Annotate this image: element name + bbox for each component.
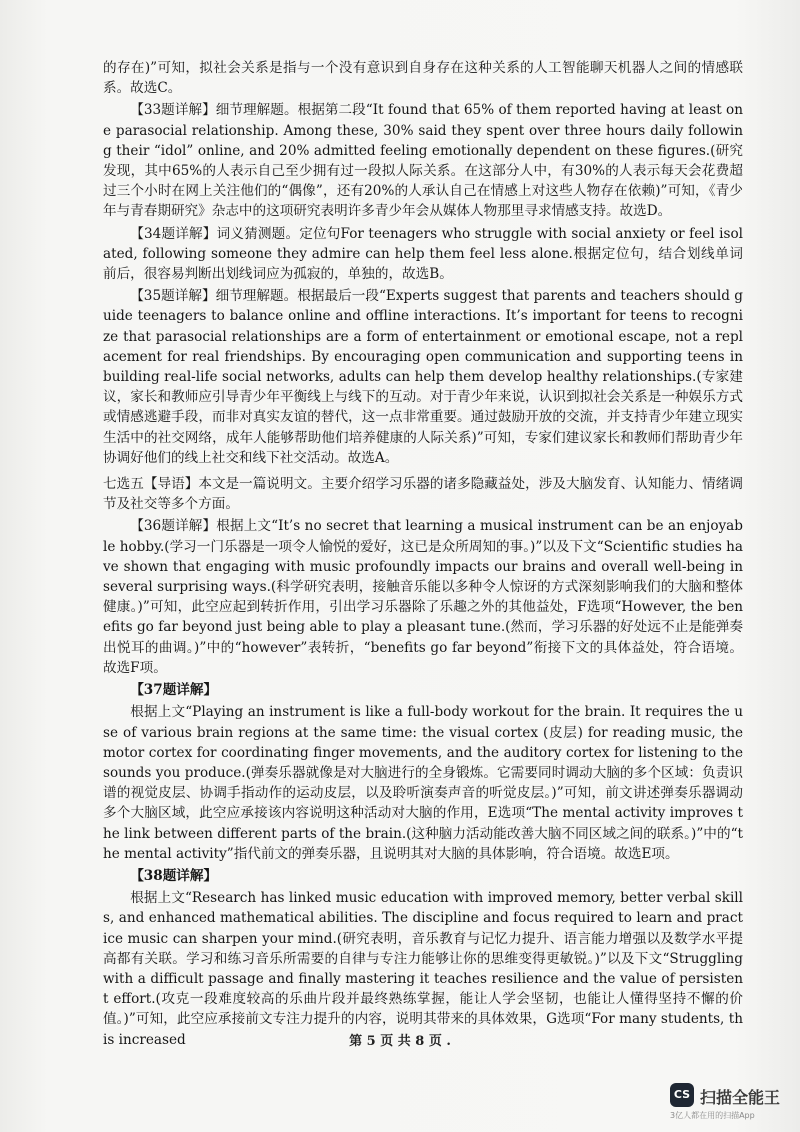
watermark-brand-name: 扫描全能王 [700, 1088, 781, 1107]
answer-explanation-text [103, 58, 748, 1052]
heading-37: 【37题详解】 [130, 682, 218, 699]
camscanner-logo-icon: CS [670, 1083, 694, 1107]
paragraph-34-explanation: 【34题详解】词义猜测题。定位句For teenagers who struggle with social anxiety or feel isolated, following someone they admire can help them feel less alone.根据定位句，结合划线单词前后，很容易判断出划线词应为孤寂的，单独的，故选B。 [103, 225, 743, 283]
paragraph-37-explanation: 根据上文“Playing an instrument is like a full-body workout for the brain. It requires the use of various brain regions at the same time: the visual cortex (皮层) for reading music, the motor cortex for coordinating finger movements, and the auditory cortex for listening to the sounds you produce.(弹奏乐器就像是对大脑进行的全身锻炼。它需要同时调动大脑的多个区域：负责识谱的视觉皮层、协调手指动作的运动皮层，以及聆听演奏声音的听觉皮层。)”可知，前文讲述弹奏乐器调动多个大脑区域，此空应承接该内容说明这种活动对大脑的作用，E选项“The mental activity improves the link between different parts of the brain.(这种脑力活动能改善大脑不同区域之间的联系。)”中的“the mental activity”指代前文的弹奏乐器，且说明其对大脑的具体影响，符合语境。故选E项。 [103, 704, 748, 862]
paragraph-33-explanation: 【33题详解】细节理解题。根据第二段“It found that 65% of them reported having at least one parasocial relationship. Among these, 30% said they spent over three hours daily following their “idol” online, and 20% admitted feeling emotionally dependent on these figures.(研究发现，其中65%的人表示自己至少拥有过一段拟人际关系。在这部分人中，有30%的人表示每天会花费超过三个小时在网上关注他们的“偶像”，还有20%的人承认自己在情感上对这些人物存在依赖)”可知，《青少年与青春期研究》杂志中的这项研究表明许多青少年会从媒体人物那里寻求情感支持。故选D。 [103, 102, 743, 220]
paragraph-36-explanation: 【36题详解】根据上文“It’s no secret that learning a musical instrument can be an enjoyable hobby.(学习一门乐器是一项令人愉悦的爱好，这已是众所周知的事。)”以及下文“Scientific studies have shown that engaging with music profoundly impacts our brains and overall well-being in several surprising ways.(科学研究表明，接触音乐能以多种令人惊讶的方式深刻影响我们的大脑和整体健康。)”可知，此空应起到转折作用，引出学习乐器除了乐趣之外的其他益处，F选项“However, the benefits go far beyond just being able to play a pleasant tune.(然而，学习乐器的好处远不止是能弹奏出悦耳的曲调。)”中的“however”表转折，“benefits go far beyond”衔接下文的具体益处，符合语境。故选F项。 [103, 518, 748, 676]
scanner-watermark [670, 1083, 782, 1123]
paragraph-32-conclusion: 的存在)”可知，拟社会关系是指与一个没有意识到自身存在这种关系的人工智能聊天机器人之间的情感联系。故选C。 [103, 60, 743, 97]
paragraph-seven-choose-five-intro: 七选五【导语】本文是一篇说明文。主要介绍学习乐器的诸多隐藏益处，涉及大脑发育、认知能力、情绪调节及社交等多个方面。 [103, 476, 743, 513]
page-number: 第 5 页 共 8 页 . [349, 1034, 451, 1049]
paragraph-35-explanation: 【35题详解】细节理解题。根据最后一段“Experts suggest that parents and teachers should guide teenagers to balance online and offline interactions. It’s important for teens to recognize that parasocial relationships are a form of entertainment or emotional escape, not a replacement for real friendships. By encouraging open communication and supporting teens in building real-life social networks, adults can help them develop healthy relationships.(专家建议，家长和教师应引导青少年平衡线上与线下的互动。对于青少年来说，认识到拟社会关系是一种娱乐方式或情感逃避手段，而非对真实友谊的替代，这一点非常重要。通过鼓励开放的交流，并支持青少年建立现实生活中的社交网络，成年人能够帮助他们培养健康的人际关系)”可知，专家们建议家长和教师们帮助青少年协调好他们的线上社交和线下社交活动。故选A。 [103, 288, 748, 466]
heading-38: 【38题详解】 [130, 867, 218, 884]
watermark-subtitle: 3亿人都在用的扫描App [670, 1111, 755, 1120]
paragraph-38-explanation: 根据上文“Research has linked music education with improved memory, better verbal skills, and enhanced mathematical abilities. The discipline and focus required to learn and practice music can sharpen your mind.(研究表明，音乐教育与记忆力提升、语言能力增强以及数学水平提高都有关联。学习和练习音乐所需要的自律与专注力能够让你的思维变得更敏锐。)”以及下文“Struggling with a difficult passage and finally mastering it teaches resilience and the value of persistent effort.(攻克一段难度较高的乐曲片段并最终熟练掌握，能让人学会坚韧，也能让人懂得坚持不懈的价值。)”可知，此空应承接前文专注力提升的内容，说明其带来的具体效果，G选项“For many students, this increased [103, 890, 748, 1048]
